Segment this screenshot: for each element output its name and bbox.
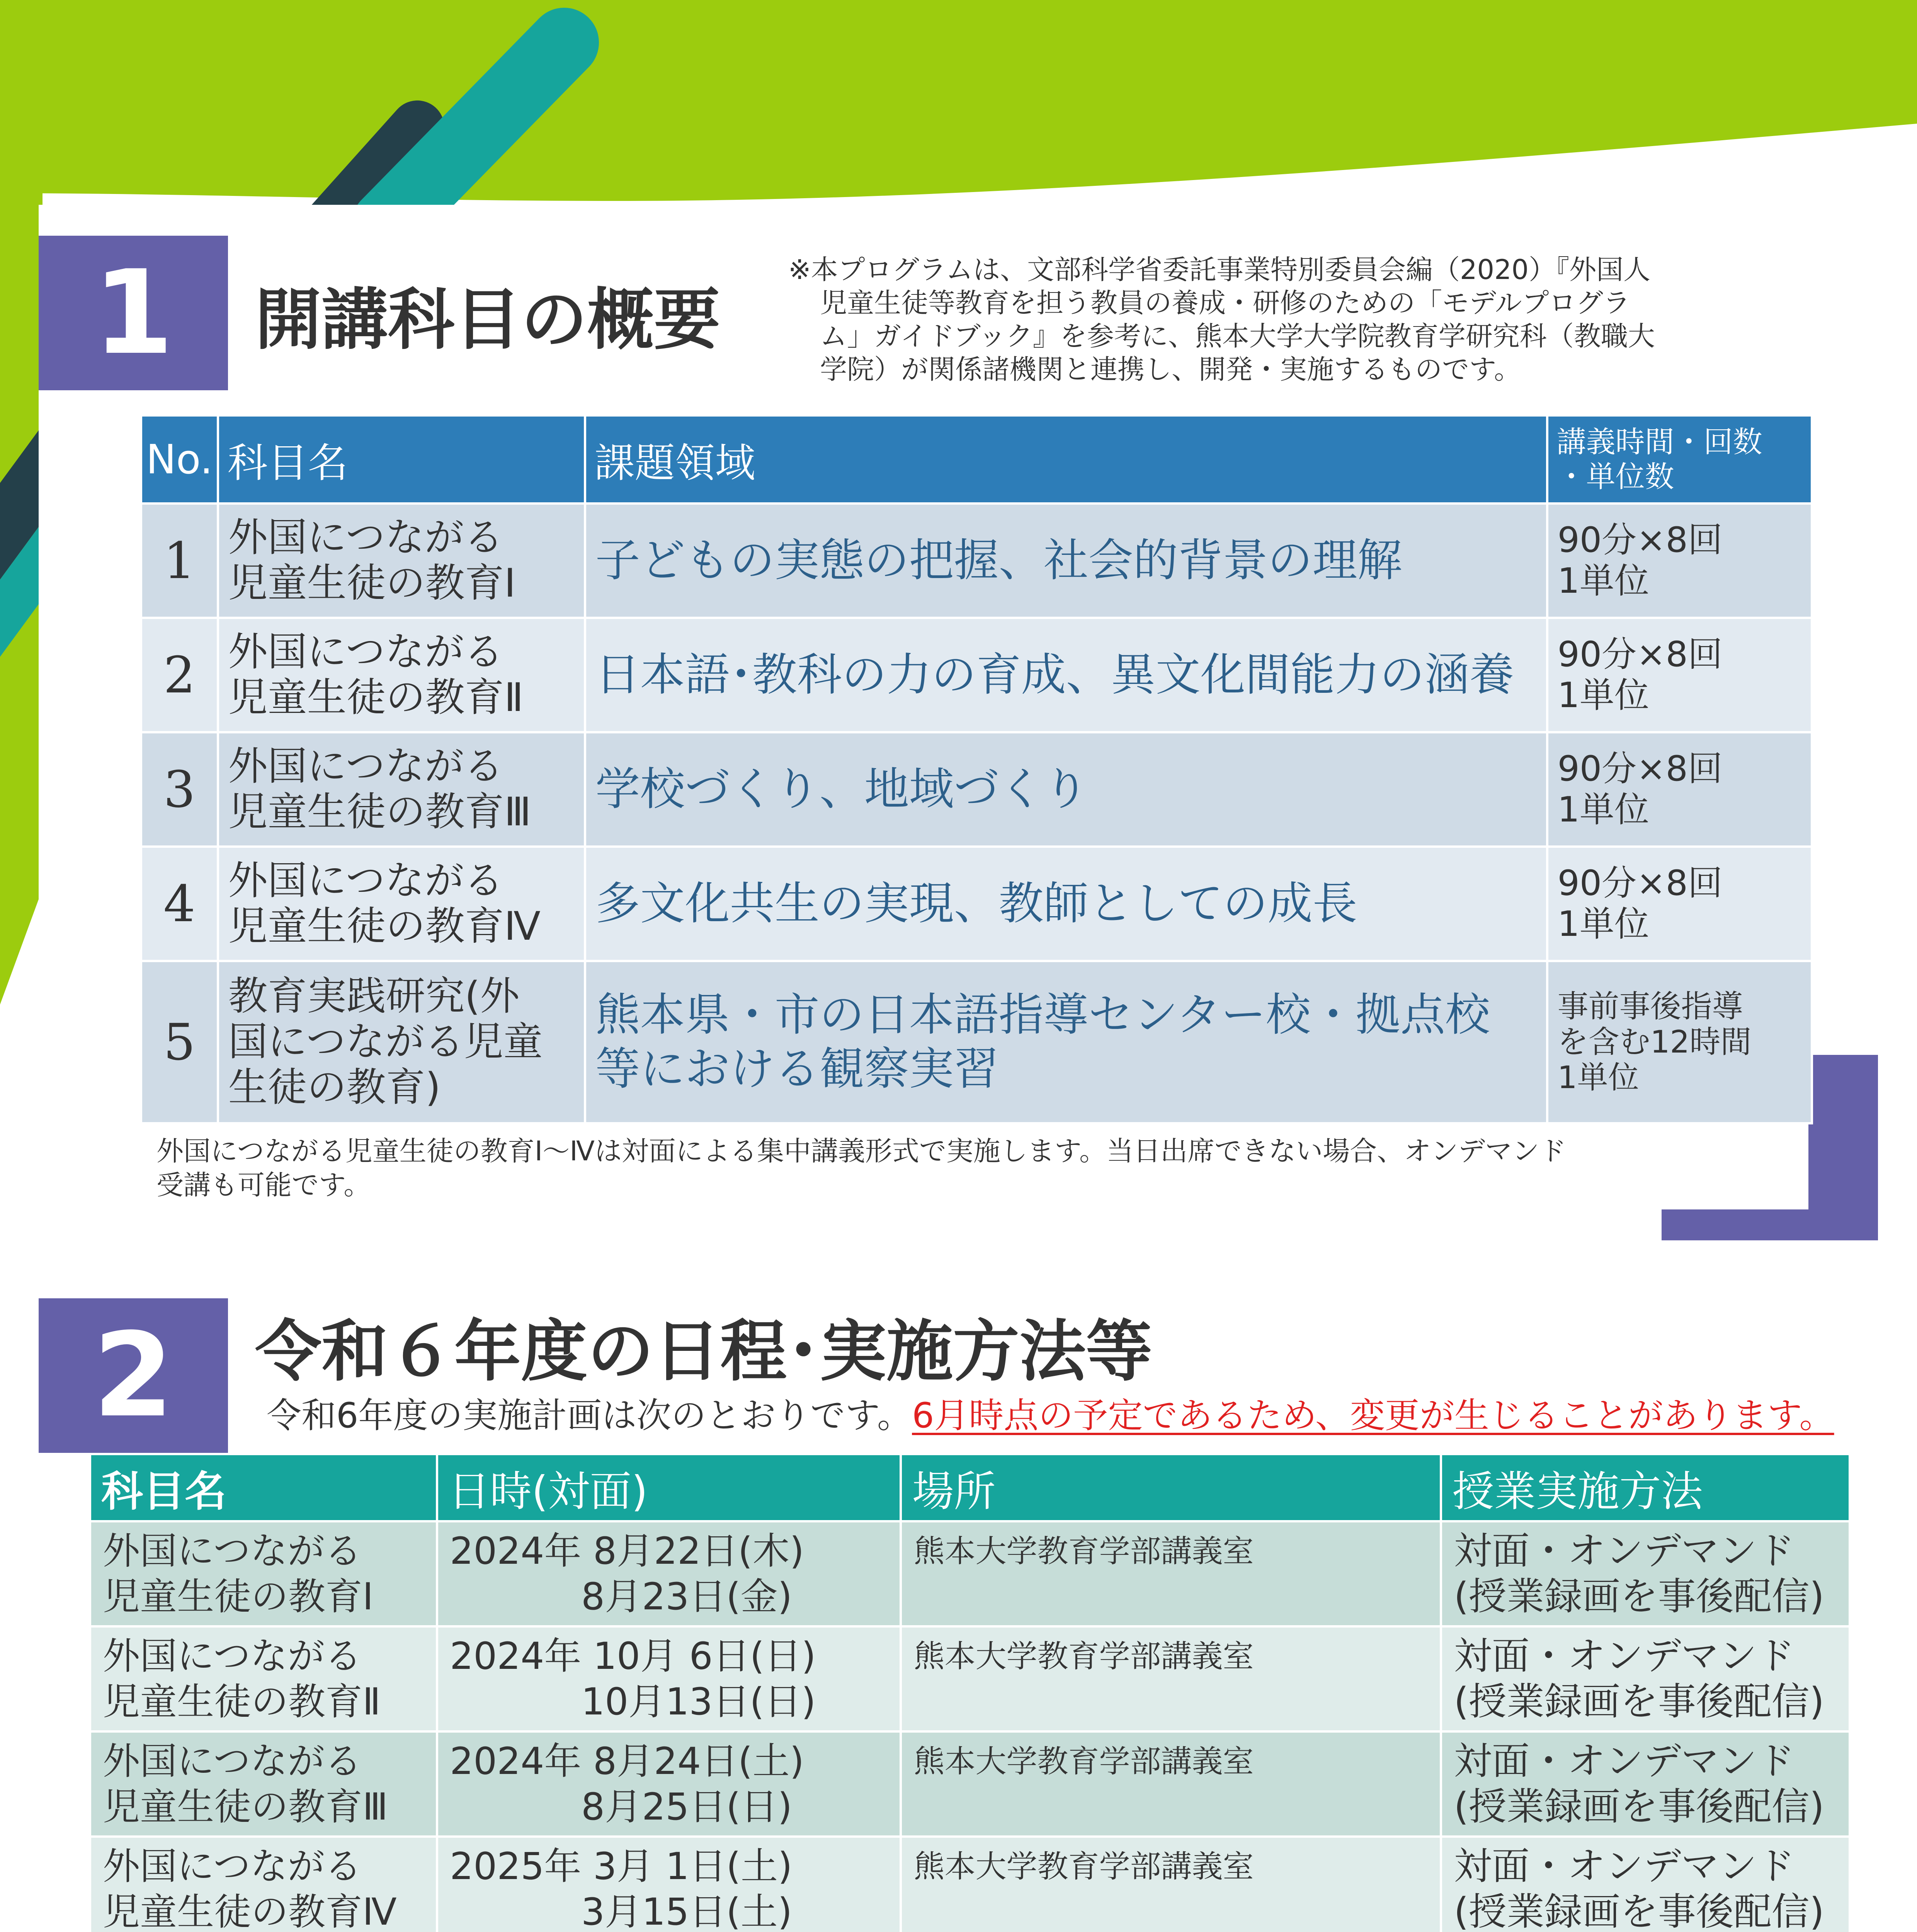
row-no: 4 — [141, 847, 218, 961]
row-date: 2024年 8月24日(土) 8月25日(日) — [437, 1731, 901, 1837]
section1-footnote: 外国につながる児童生徒の教育Ⅰ～Ⅳは対面による集中講義形式で実施します。当日出席できない場合、オンデマンド 受講も可能です。 — [156, 1135, 1567, 1201]
row-no: 2 — [141, 618, 218, 732]
row-name: 外国につながる 児童生徒の教育Ⅲ — [90, 1731, 437, 1837]
row-name: 外国につながる 児童生徒の教育Ⅳ — [218, 847, 585, 961]
section2-title: 令和６年度の日程･実施方法等 — [255, 1313, 1152, 1390]
row-date: 2024年 8月22日(木) 8月23日(金) — [437, 1521, 901, 1626]
table-row — [141, 503, 1812, 618]
row-time: 90分×8回 1単位 — [1547, 847, 1812, 961]
row-date: 2024年 10月 6日(日) 10月13日(日) — [437, 1626, 901, 1731]
schedule-table — [89, 1453, 1851, 1932]
table-row — [90, 1731, 1850, 1837]
row-name: 外国につながる 児童生徒の教育Ⅰ — [90, 1521, 437, 1626]
intro-text: 令和6年度の実施計画は次のとおりです。 — [267, 1395, 912, 1436]
table-header — [90, 1454, 1850, 1521]
table-row — [141, 961, 1812, 1123]
col-time-header: 講義時間・回数 ・単位数 — [1547, 415, 1812, 503]
section1-note: ※本プログラムは、文部科学省委託事業特別委員会編（2020）『外国人 児童生徒等教育を担う教員の養成・研修のための「モデルプログラ ム」ガイドブック』を参考に、熊本大学大学院教育学研究科（教職大 学院）が関係諸機関と連携し、開発・実施するものです。 — [788, 254, 1655, 385]
row-name: 外国につながる 児童生徒の教育Ⅲ — [218, 732, 585, 847]
row-area: 熊本県・市の日本語指導センター校・拠点校 等における観察実習 — [585, 961, 1547, 1123]
row-place: 熊本大学教育学部講義室 — [901, 1521, 1441, 1626]
table-row — [90, 1837, 1850, 1932]
row-time: 90分×8回 1単位 — [1547, 732, 1812, 847]
table-header — [141, 415, 1812, 503]
row-name: 教育実践研究(外 国につながる児童 生徒の教育) — [218, 961, 585, 1123]
col-date-header: 日時(対面) — [437, 1454, 901, 1521]
row-place: 熊本大学教育学部講義室 — [901, 1837, 1441, 1932]
row-time: 90分×8回 1単位 — [1547, 618, 1812, 732]
table-row — [141, 732, 1812, 847]
row-area: 学校づくり、地域づくり — [585, 732, 1547, 847]
row-name: 外国につながる 児童生徒の教育Ⅳ — [90, 1837, 437, 1932]
row-name: 外国につながる 児童生徒の教育Ⅱ — [90, 1626, 437, 1731]
section2-number: 2 — [39, 1298, 228, 1453]
row-no: 1 — [141, 503, 218, 618]
section1-number: 1 — [39, 236, 228, 390]
row-name: 外国につながる 児童生徒の教育Ⅰ — [218, 503, 585, 618]
row-method: 対面・オンデマンド (授業録画を事後配信) — [1441, 1521, 1850, 1626]
row-method: 対面・オンデマンド (授業録画を事後配信) — [1441, 1837, 1850, 1932]
table-row — [141, 847, 1812, 961]
row-name: 外国につながる 児童生徒の教育Ⅱ — [218, 618, 585, 732]
table-row — [90, 1626, 1850, 1731]
col-no-header: No. — [141, 415, 218, 503]
col-method-header: 授業実施方法 — [1441, 1454, 1850, 1521]
row-date: 2025年 3月 1日(土) 3月15日(土) — [437, 1837, 901, 1932]
col-name-header: 科目名 — [90, 1454, 437, 1521]
row-area: 多文化共生の実現、教師としての成長 — [585, 847, 1547, 961]
table-row — [141, 618, 1812, 732]
row-no: 5 — [141, 961, 218, 1123]
table-row — [90, 1521, 1850, 1626]
row-time: 事前事後指導 を含む12時間 1単位 — [1547, 961, 1812, 1123]
section2-intro — [267, 1387, 1834, 1437]
row-time: 90分×8回 1単位 — [1547, 503, 1812, 618]
col-place-header: 場所 — [901, 1454, 1441, 1521]
col-area-header: 課題領域 — [585, 415, 1547, 503]
course-table — [140, 414, 1813, 1124]
row-area: 日本語･教科の力の育成、異文化間能力の涵養 — [585, 618, 1547, 732]
section1-title: 開講科目の概要 — [255, 281, 720, 359]
col-name-header: 科目名 — [218, 415, 585, 503]
row-area: 子どもの実態の把握、社会的背景の理解 — [585, 503, 1547, 618]
intro-warning: 6月時点の予定であるため、変更が生じることがあります。 — [912, 1395, 1834, 1436]
row-method: 対面・オンデマンド (授業録画を事後配信) — [1441, 1626, 1850, 1731]
row-place: 熊本大学教育学部講義室 — [901, 1626, 1441, 1731]
row-place: 熊本大学教育学部講義室 — [901, 1731, 1441, 1837]
row-no: 3 — [141, 732, 218, 847]
row-method: 対面・オンデマンド (授業録画を事後配信) — [1441, 1731, 1850, 1837]
